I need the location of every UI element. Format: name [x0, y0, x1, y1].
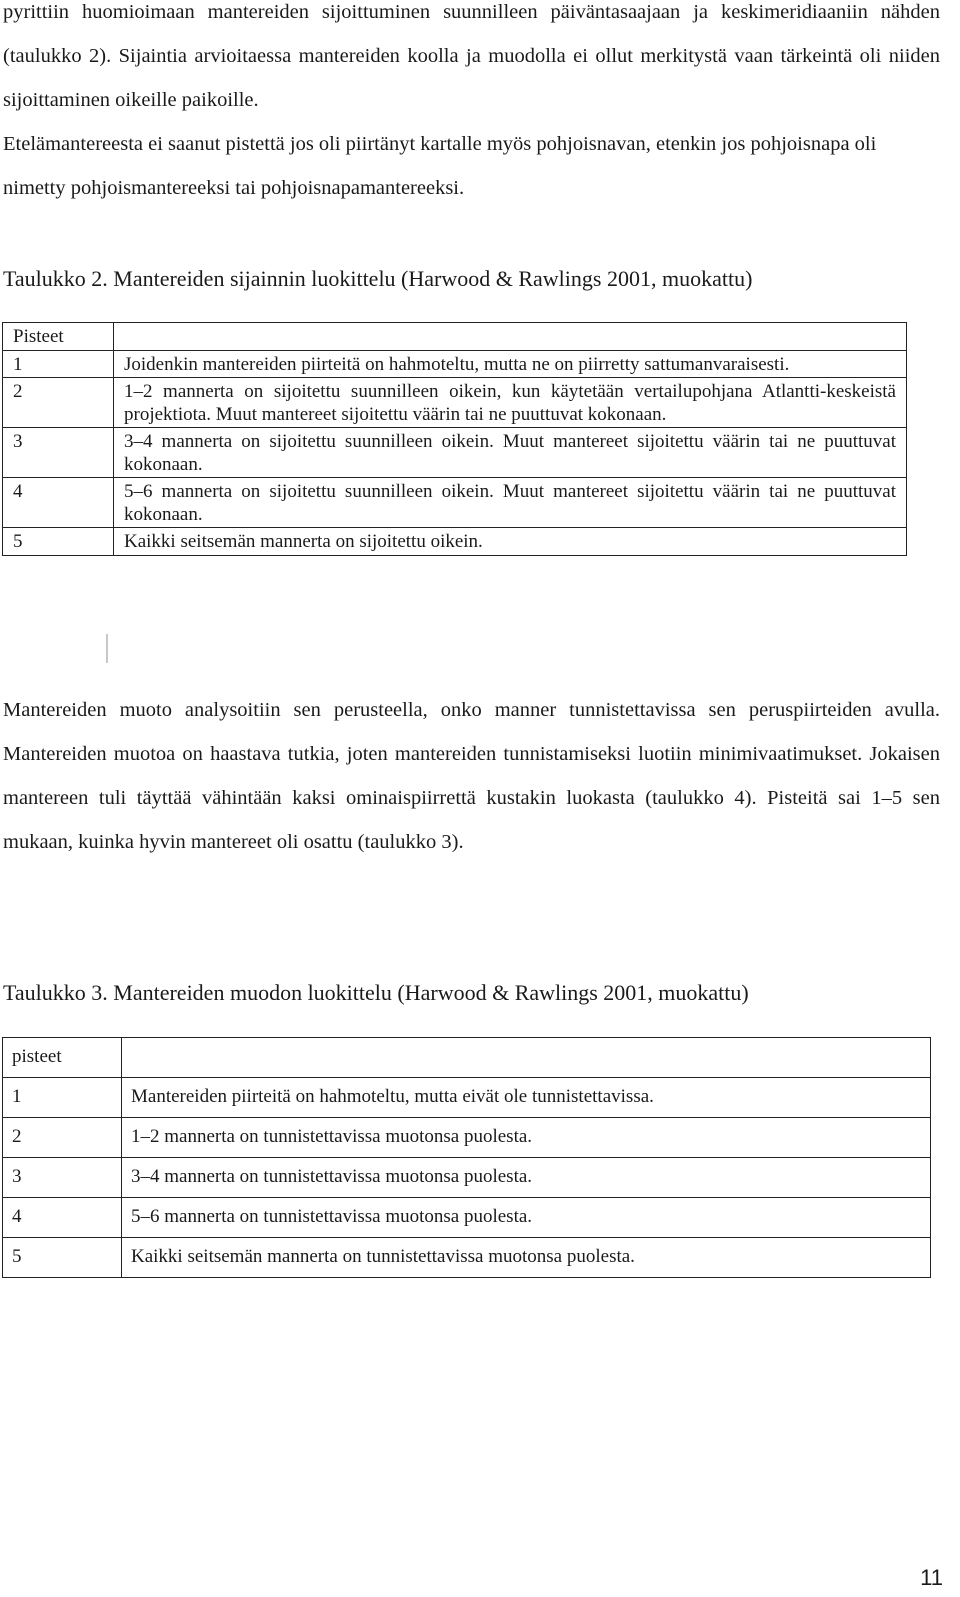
- description-cell: 3–4 mannerta on sijoitettu suunnilleen oikein. Muut mantereet sijoitettu väärin tai ne puuttuvat kokonaan.: [114, 428, 907, 478]
- page-number: 11: [920, 1565, 943, 1590]
- description-cell: Kaikki seitsemän mannerta on tunnistettavissa muotonsa puolesta.: [122, 1238, 931, 1278]
- points-cell: 1: [3, 350, 114, 378]
- table2-caption: Taulukko 2. Mantereiden sijainnin luokittelu (Harwood & Rawlings 2001, muokattu): [3, 266, 753, 291]
- table-location-classification: [2, 322, 907, 556]
- description-cell: 3–4 mannerta on tunnistettavissa muotonsa puolesta.: [122, 1158, 931, 1198]
- table-header-row: [3, 1038, 931, 1078]
- table-row: [3, 350, 907, 378]
- description-cell: 1–2 mannerta on sijoitettu suunnilleen oikein, kun käytetään vertailupohjana Atlantti-keskeistä projektiota. Muut mantereet sijoitettu väärin tai ne puuttuvat kokonaan.: [114, 378, 907, 428]
- table-row: [3, 1078, 931, 1118]
- points-cell: 3: [3, 1158, 122, 1198]
- table-row: [3, 478, 907, 528]
- paragraph-text: Etelämantereesta ei saanut pistettä jos oli piirtänyt kartalle myös pohjoisnavan, etenkin jos pohjoisnapa oli nimetty pohjoismantereeksi tai pohjoisnapamantereeksi.: [3, 133, 877, 199]
- description-cell: Joidenkin mantereiden piirteitä on hahmoteltu, mutta ne on piirretty sattumanvaraisesti.: [114, 350, 907, 378]
- header-cell-empty: [122, 1038, 931, 1078]
- table3-caption: Taulukko 3. Mantereiden muodon luokittelu (Harwood & Rawlings 2001, muokattu): [3, 980, 749, 1005]
- table-row: [3, 1198, 931, 1238]
- scan-artifact-line: [106, 634, 108, 663]
- table-row: [3, 528, 907, 556]
- points-cell: 2: [3, 1118, 122, 1158]
- points-cell: 4: [3, 1198, 122, 1238]
- table-row: [3, 428, 907, 478]
- header-cell: pisteet: [3, 1038, 122, 1078]
- description-cell: Kaikki seitsemän mannerta on sijoitettu oikein.: [114, 528, 907, 556]
- header-cell: Pisteet: [3, 323, 114, 351]
- description-cell: 5–6 mannerta on sijoitettu suunnilleen oikein. Muut mantereet sijoitettu väärin tai ne puuttuvat kokonaan.: [114, 478, 907, 528]
- table-row: [3, 1118, 931, 1158]
- table-row: [3, 1238, 931, 1278]
- body-paragraph-2: Mantereiden muoto analysoitiin sen perusteella, onko manner tunnistettavissa sen peruspiirteiden avulla. Mantereiden muotoa on haastava tutkia, joten mantereiden tunnistamiseksi luotiin minimivaatimukset. Jokaisen mantereen tuli täyttää vähintään kaksi ominaispiirrettä kustakin luokasta (taulukko 4). Pisteitä sai 1–5 sen mukaan, kuinka hyvin mantereet oli osattu (taulukko 3).: [3, 699, 940, 853]
- paragraph-text: pyrittiin huomioimaan mantereiden sijoittuminen suunnilleen päiväntasaajaan ja keskimeridiaaniin nähden (taulukko 2). Sijaintia arvioitaessa mantereiden koolla ja muodolla ei ollut merkitystä vaan tärkeintä oli niiden sijoittaminen oikeille paikoille.: [3, 1, 940, 111]
- table-row: [3, 378, 907, 428]
- table-shape-classification: [2, 1037, 931, 1278]
- body-paragraph-1b: [3, 122, 940, 210]
- points-cell: 1: [3, 1078, 122, 1118]
- points-cell: 2: [3, 378, 114, 428]
- header-cell-empty: [114, 323, 907, 351]
- table-header-row: [3, 323, 907, 351]
- points-cell: 5: [3, 1238, 122, 1278]
- table-row: [3, 1158, 931, 1198]
- description-cell: Mantereiden piirteitä on hahmoteltu, mutta eivät ole tunnistettavissa.: [122, 1078, 931, 1118]
- points-cell: 4: [3, 478, 114, 528]
- description-cell: 5–6 mannerta on tunnistettavissa muotonsa puolesta.: [122, 1198, 931, 1238]
- points-cell: 3: [3, 428, 114, 478]
- points-cell: 5: [3, 528, 114, 556]
- description-cell: 1–2 mannerta on tunnistettavissa muotonsa puolesta.: [122, 1118, 931, 1158]
- body-paragraph-1: [3, 0, 940, 122]
